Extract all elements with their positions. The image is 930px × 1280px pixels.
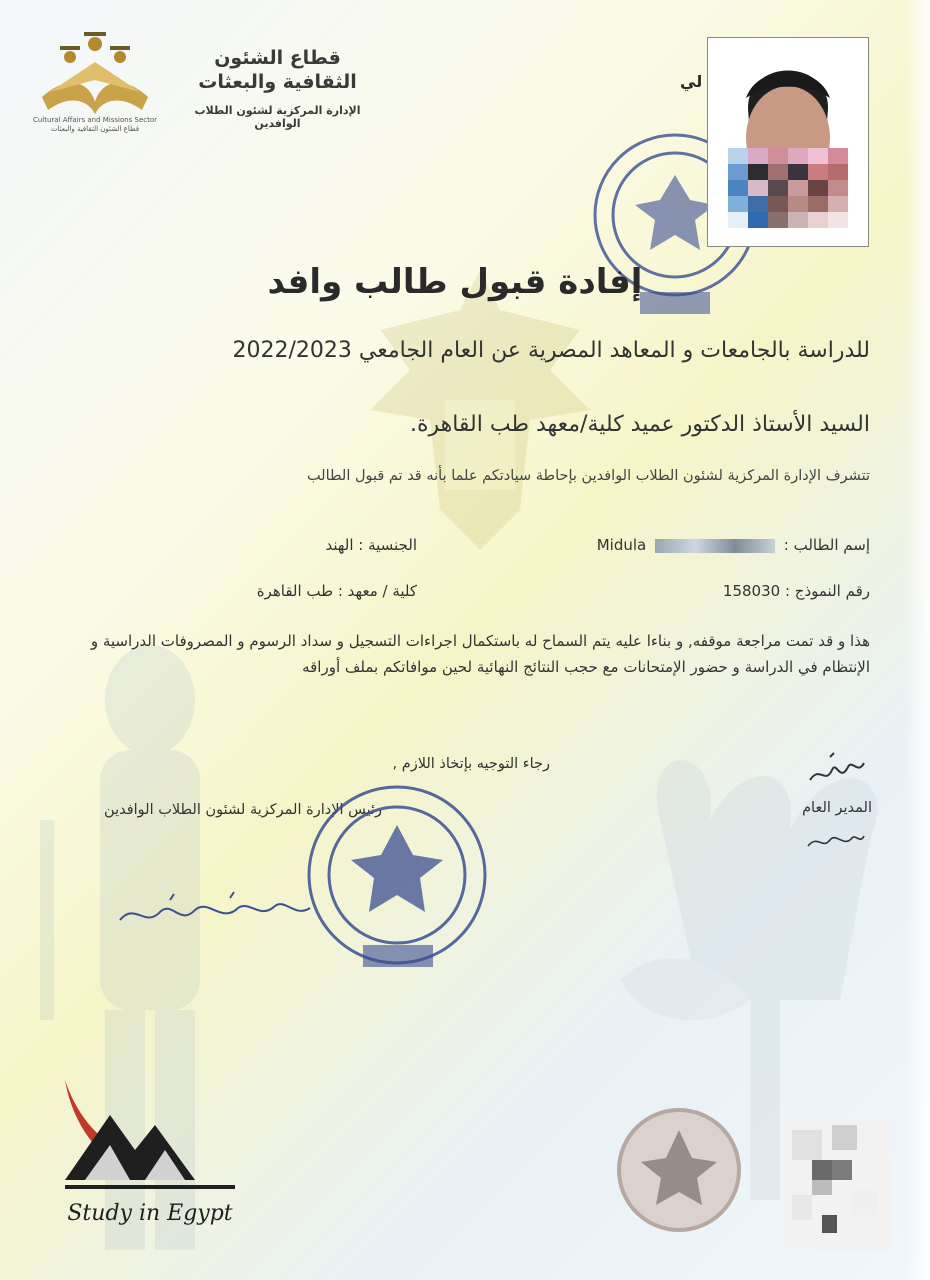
body-paragraph: هذا و قد تمت مراجعة موقفه, و بناءا عليه يتم السماح له باستكمال اجراءات التسجيل و سداد الرسوم و المصروفات الدراسية و الإنتظام في الدراسة و حضور الإمتحانات مع حجب النتائج النهائية لحين موافاتكم بملف أوراقه	[90, 632, 870, 676]
closing-line: رجاء التوجيه بإتخاذ اللازم ,	[392, 756, 550, 772]
document-subtitle: للدراسة بالجامعات و المعاهد المصرية عن العام الجامعي 2022/2023	[232, 338, 870, 363]
republic-seal-icon	[612, 1100, 747, 1240]
study-in-egypt-text: Study in Egypt	[67, 1201, 233, 1226]
logo-caption-en: Cultural Affairs and Missions Sector	[32, 116, 158, 124]
student-name-label: إسم الطالب :	[783, 536, 870, 554]
handwritten-signature-icon	[110, 890, 320, 940]
study-in-egypt-logo-icon	[55, 1070, 245, 1245]
logo-caption	[30, 116, 160, 134]
logo-caption-ar: قطاع الشئون الثقافية والبعثات	[50, 125, 140, 133]
student-photo	[707, 37, 869, 247]
scan-edge	[905, 0, 930, 1280]
director-initials-icon	[800, 826, 870, 856]
ministry-stamp-icon	[295, 780, 505, 980]
director-signature-icon	[800, 745, 870, 790]
head-title: رئيس الإدارة المركزية لشئون الطلاب الوافدين	[104, 802, 382, 818]
faculty-field: كلية / معهد : طب القاهرة	[256, 582, 417, 600]
director-title: المدير العام	[802, 800, 872, 816]
header-fragment: لي	[680, 72, 703, 91]
name-redaction	[655, 539, 775, 553]
sector-subtitle: الإدارة المركزية لشئون الطلاب الوافدين	[194, 104, 361, 130]
qr-code-redaction-icon	[782, 1120, 892, 1250]
nationality-field: الجنسية : الهند	[325, 536, 417, 554]
intro-text: تتشرف الإدارة المركزية لشئون الطلاب الوافدين بإحاطة سيادتكم علما بأنه قد تم قبول الطالب	[306, 468, 870, 484]
addressee: السيد الأستاذ الدكتور عميد كلية/معهد طب القاهرة.	[409, 412, 870, 437]
student-portrait-icon	[708, 38, 868, 246]
form-number-field: رقم النموذج : 158030	[722, 582, 870, 600]
student-name-value: Midula	[596, 536, 647, 554]
sector-title: قطاع الشئون الثقافية والبعثات	[198, 47, 357, 93]
document-title: إفادة قبول طالب وافد	[267, 262, 643, 302]
student-name-field	[560, 536, 870, 554]
